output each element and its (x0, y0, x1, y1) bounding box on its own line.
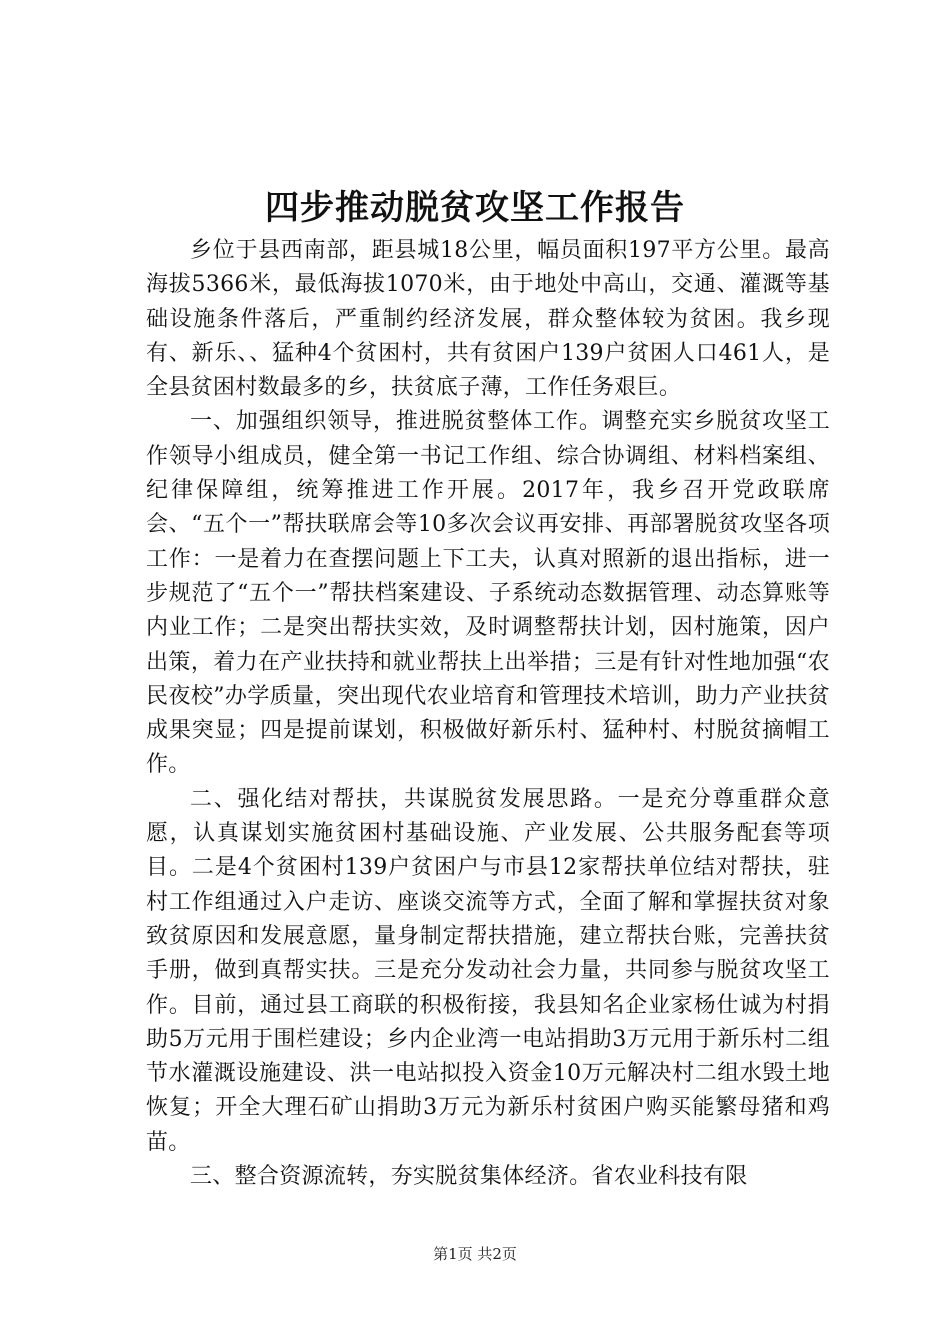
paragraph-section-1: 一、加强组织领导，推进脱贫整体工作。调整充实乡脱贫攻坚工作领导小组成员，健全第一书记工作组、综合协调组、材料档案组、纪律保障组，统筹推进工作开展。2017年，我乡召开党政联席会、“五个一”帮扶联席会等10多次会议再安排、再部署脱贫攻坚各项工作：一是着力在查摆问题上下工夫，认真对照新的退出指标，进一步规范了“五个一”帮扶档案建设、子系统动态数据管理、动态算账等内业工作；二是突出帮扶实效，及时调整帮扶计划，因村施策，因户出策，着力在产业扶持和就业帮扶上出举措；三是有针对性地加强“农民夜校”办学质量，突出现代农业培育和管理技术培训，助力产业扶贫成果突显；四是提前谋划，积极做好新乐村、猛种村、村脱贫摘帽工作。 (146, 409, 830, 778)
page-number-footer: 第1页 共2页 (433, 1245, 517, 1263)
document-body (146, 234, 830, 1194)
paragraph-section-3: 三、整合资源流转，夯实脱贫集体经济。省农业科技有限 (190, 1164, 748, 1190)
paragraph-intro: 乡位于县西南部，距县城18公里，幅员面积197平方公里。最高海拔5366米，最低海拔1070米，由于地处中高山，交通、灌溉等基础设施条件落后，严重制约经济发展，群众整体较为贫困。我乡现有、新乐、、猛种4个贫困村，共有贫困户139户贫困人口461人，是全县贫困村数最多的乡，扶贫底子薄，工作任务艰巨。 (146, 238, 830, 401)
document-title: 四步推动脱贫攻坚工作报告 (265, 188, 685, 228)
paragraph-section-2: 二、强化结对帮扶，共谋脱贫发展思路。一是充分尊重群众意愿，认真谋划实施贫困村基础设施、产业发展、公共服务配套等项目。二是4个贫困村139户贫困户与市县12家帮扶单位结对帮扶，驻村工作组通过入户走访、座谈交流等方式，全面了解和掌握扶贫对象致贫原因和发展意愿，量身制定帮扶措施，建立帮扶台账，完善扶贫手册，做到真帮实扶。三是充分发动社会力量，共同参与脱贫攻坚工作。目前，通过县工商联的积极衔接，我县知名企业家杨仕诚为村捐助5万元用于围栏建设；乡内企业湾一电站捐助3万元用于新乐村二组节水灌溉设施建设、洪一电站拟投入资金10万元解决村二组水毁土地恢复；开全大理石矿山捐助3万元为新乐村贫困户购买能繁母猪和鸡苗。 (146, 786, 830, 1155)
